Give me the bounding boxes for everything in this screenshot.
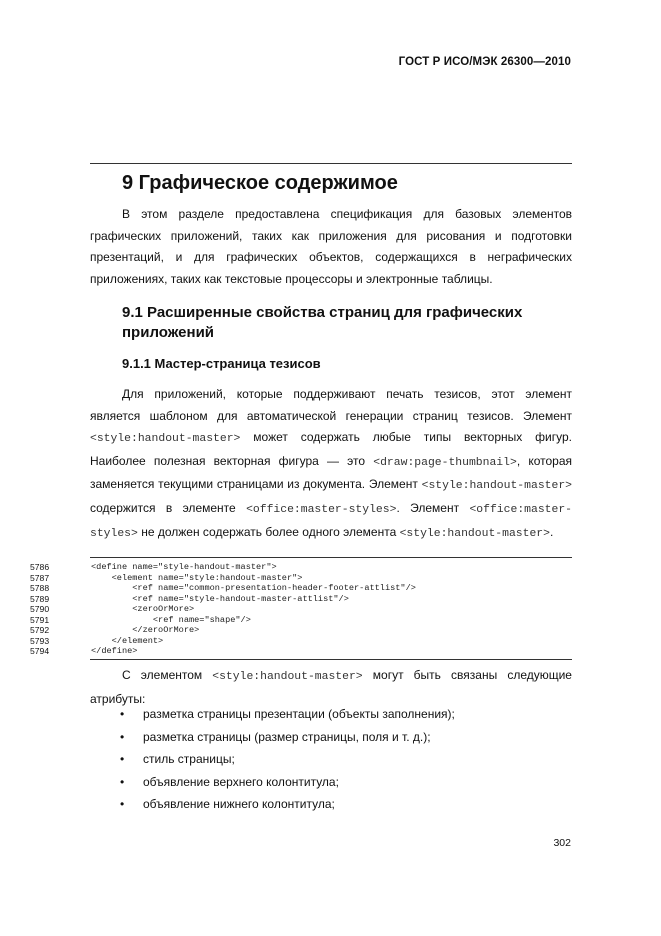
code-ref: <style:handout-master> [90, 433, 241, 446]
bullet-icon: • [120, 752, 125, 766]
line-number: 5794 [30, 646, 50, 656]
code-ref: <office:master-styles> [90, 503, 573, 540]
list-item [90, 726, 572, 749]
line-number: 5791 [30, 614, 50, 625]
code-ref: <style:handout-master> [399, 527, 550, 540]
code-ref: <office:master-styles> [246, 503, 397, 516]
schema-code-listing [30, 557, 572, 660]
list-item-text: разметка страницы презентации (объекты заполнения); [143, 707, 455, 721]
code-ref: <draw:page-thumbnail> [373, 456, 517, 469]
bullet-icon: • [120, 774, 125, 789]
code-text: <ref name="shape"/> [91, 614, 251, 625]
list-item [90, 771, 572, 794]
attributes-list [90, 703, 572, 816]
body-text: Для приложений, которые поддерживают печать тезисов, этот элемент является шаблоном для автоматической генерации страниц тезисов. Элемент [90, 387, 572, 423]
page-number: 302 [553, 837, 571, 849]
subsubsection-title: 9.1.1 Мастер-страница тезисов [122, 356, 321, 371]
code-top-rule [90, 557, 572, 558]
line-number: 5793 [30, 635, 50, 646]
code-bottom-rule [90, 659, 572, 660]
body-text: . [549, 524, 554, 539]
code-text: </element> [91, 635, 164, 646]
list-item [90, 793, 572, 816]
code-text: <ref name="common-presentation-header-footer-attlist"/> [91, 583, 416, 593]
intro-paragraph [90, 204, 572, 290]
code-ref: <style:handout-master> [212, 671, 363, 683]
section-title: 9 Графическое содержимое [122, 172, 398, 194]
bullet-icon: • [120, 707, 125, 721]
line-number: 5789 [30, 593, 50, 604]
list-item-text: стиль страницы; [143, 752, 235, 766]
body-text: С элементом [122, 668, 213, 682]
code-text: </define> [91, 646, 138, 656]
line-number: 5787 [30, 572, 50, 583]
line-number: 5788 [30, 583, 50, 593]
body-paragraph [90, 384, 572, 545]
body-text: не должен содержать более одного элемента [137, 524, 400, 539]
intro-text: В этом разделе предоставлена спецификация для базовых элементов графических приложений, таких как приложения для рисования и подготовки презентаций, и для графических объектов, содержащихся в неграфических приложениях, таких как текстовые процессоры и электронные таблицы. [90, 207, 572, 286]
list-item-text: объявление верхнего колонтитула; [143, 774, 339, 789]
body-text: , которая заменяется текущими страницами из документа. Элемент [90, 453, 573, 492]
subsection-title: 9.1 Расширенные свойства страниц для графических приложений [122, 304, 523, 341]
list-item [90, 748, 572, 771]
bullet-icon: • [120, 729, 125, 744]
body-text: может содержать любые типы векторных фигур. Наиболее полезная векторная фигура — это [90, 430, 572, 468]
line-number: 5790 [30, 604, 50, 614]
list-item [90, 703, 572, 726]
section-divider [90, 163, 572, 164]
body-text: могут быть связаны следующие атрибуты: [90, 668, 572, 706]
bullet-icon: • [120, 797, 125, 811]
body-paragraph-content [90, 384, 572, 545]
code-text: <ref name="style-handout-master-attlist"/> [91, 593, 349, 604]
code-text: <zeroOrMore> [91, 604, 195, 614]
list-item-text: объявление нижнего колонтитула; [143, 797, 335, 811]
list-item-text: разметка страницы (размер страницы, поля и т. д.); [143, 729, 431, 744]
line-number: 5786 [30, 562, 50, 572]
document-standard-header: ГОСТ Р ИСО/МЭК 26300—2010 [398, 56, 571, 68]
code-text: <define name="style-handout-master"> [91, 562, 277, 572]
code-ref: <style:handout-master> [421, 480, 572, 493]
code-text: <element name="style:handout-master"> [91, 572, 303, 583]
body-text: содержится в элементе [90, 500, 247, 515]
body-text: . Элемент [396, 500, 470, 515]
code-text: </zeroOrMore> [91, 625, 200, 635]
line-number: 5792 [30, 625, 50, 635]
